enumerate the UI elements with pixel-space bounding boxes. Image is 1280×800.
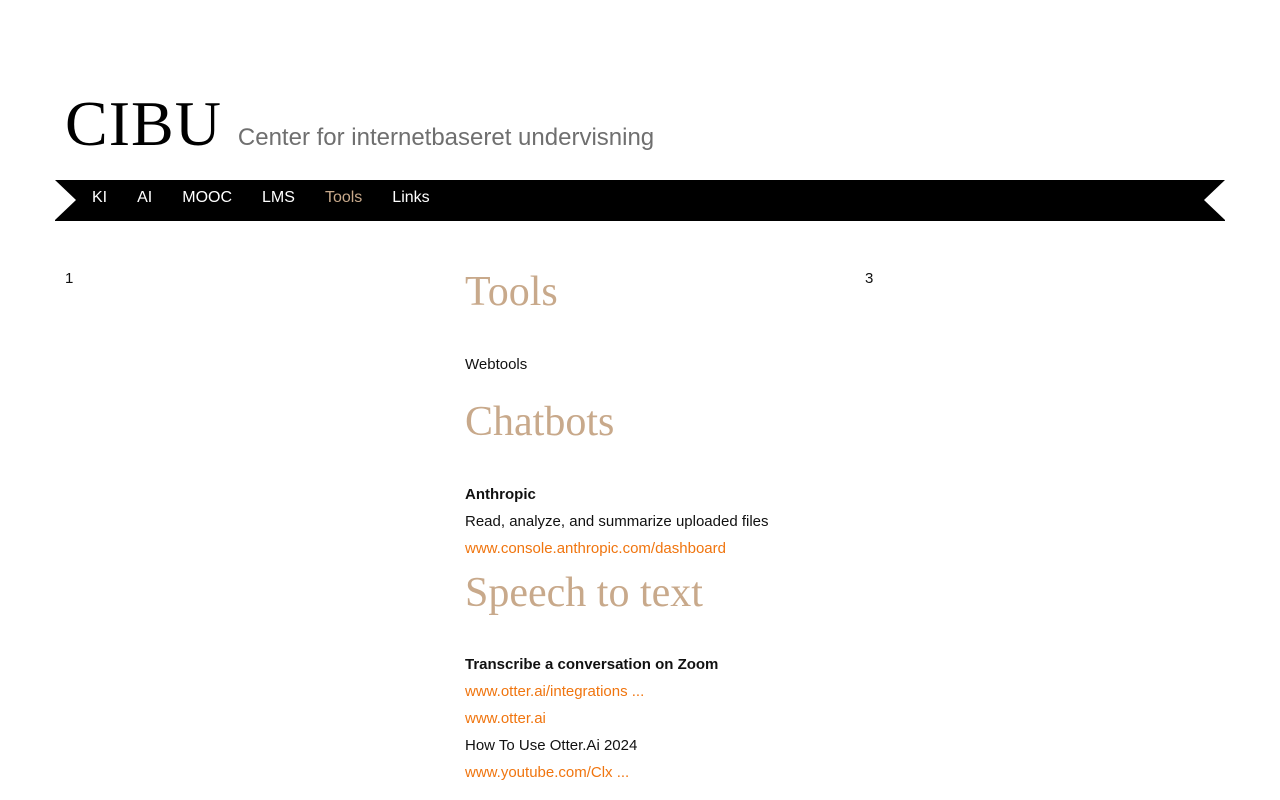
site-tagline: Center for internetbaseret undervisning <box>237 124 655 151</box>
site-logo[interactable]: CIBU <box>65 88 222 159</box>
nav-item-ki[interactable]: KI <box>92 188 108 206</box>
right-column-number: 3 <box>865 270 874 287</box>
link-otter-integrations[interactable]: www.otter.ai/integrations ... <box>465 682 645 700</box>
video-title: How To Use Otter.Ai 2024 <box>465 736 638 754</box>
intro-text: Webtools <box>465 356 528 374</box>
link-youtube-video[interactable]: www.youtube.com/Clx ... <box>465 763 630 781</box>
nav-item-mooc[interactable]: MOOC <box>182 188 233 206</box>
nav-ribbon-left-notch <box>55 180 76 220</box>
left-column-number: 1 <box>65 270 74 287</box>
nav-item-ai[interactable]: AI <box>137 188 153 206</box>
section-heading-speech-to-text: Speech to text <box>465 569 703 616</box>
nav-items <box>92 180 460 221</box>
nav-item-lms[interactable]: LMS <box>262 188 295 206</box>
nav-ribbon-right-notch <box>1204 180 1225 220</box>
section-speech-body <box>465 651 845 786</box>
tool-name-zoom-transcribe: Transcribe a conversation on Zoom <box>465 655 719 673</box>
nav-item-tools[interactable]: Tools <box>324 188 363 206</box>
section-heading-chatbots: Chatbots <box>465 399 615 446</box>
link-anthropic-console[interactable]: www.console.anthropic.com/dashboard <box>465 539 726 557</box>
section-chatbots-body <box>465 481 845 562</box>
link-otter[interactable]: www.otter.ai <box>465 709 546 727</box>
tool-name-anthropic: Anthropic <box>465 485 536 503</box>
site-header <box>65 88 655 159</box>
main-content <box>465 268 845 786</box>
main-nav <box>55 180 1225 221</box>
tool-description: Read, analyze, and summarize uploaded files <box>465 512 769 530</box>
page-title: Tools <box>465 269 558 315</box>
nav-item-links[interactable]: Links <box>392 188 430 206</box>
